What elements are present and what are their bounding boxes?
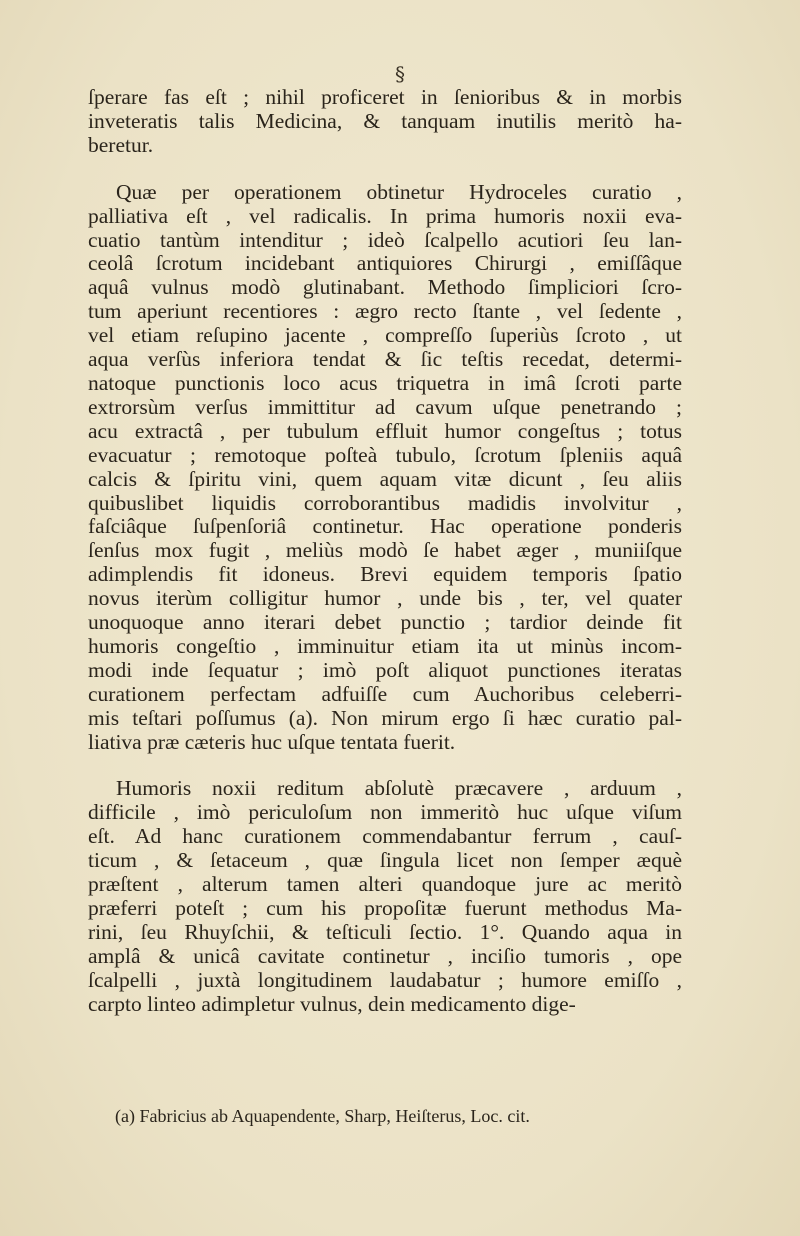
text-line: beretur. — [88, 132, 154, 157]
text-line: præferri poteſt ; cum his propoſitæ fuerunt methodus Ma- — [88, 896, 682, 920]
paragraph — [88, 181, 682, 755]
text-line: quibuslibet liquidis corroborantibus madidis involvitur , — [88, 490, 682, 515]
text-line: novus iterùm colligitur humor , unde bis , ter, vel quater — [88, 586, 682, 611]
text-line: faſciâque ſuſpenſoriâ continetur. Hac operatione ponderis — [88, 514, 682, 539]
text-line: cuatio tantùm intenditur ; ideò ſcalpello acutiori ſeu lan- — [88, 227, 682, 252]
text-line: amplâ & unicâ cavitate continetur , inciſio tumoris , ope — [88, 943, 682, 968]
text-line: Quæ per operationem obtinetur Hydroceles curatio , — [116, 179, 682, 204]
text-line: palliativa eſt , vel radicalis. In prima humoris noxii eva- — [88, 203, 682, 228]
text-line: ſcalpelli , juxtà longitudinem laudabatur ; humore emiſſo , — [88, 967, 682, 992]
text-line: unoquoque anno iterari debet punctio ; tardior deinde fit — [88, 610, 682, 635]
text-line: calcis & ſpiritu vini, quem aquam vitæ dicunt , ſeu aliis — [88, 466, 682, 491]
text-line: extrorsùm verſus immittitur ad cavum uſque penetrando ; — [88, 394, 682, 419]
text-line: acu extractâ , per tubulum effluit humor congeſtus ; totus — [88, 418, 682, 443]
text-line: rini, ſeu Rhuyſchii, & teſticuli ſectio. 1°. Quando aqua in — [88, 919, 682, 944]
text-line: inveteratis talis Medicina, & tanquam inutilis meritò ha- — [88, 108, 682, 133]
text-line: aqua verſùs inferiora tendat & ſic teſtis recedat, determi- — [88, 347, 682, 372]
text-line: ticum , & ſetaceum , quæ ſingula licet non ſemper æquè — [88, 848, 682, 873]
text-line: ceolâ ſcrotum incidebant antiquiores Chirurgi , emiſſâque — [88, 251, 682, 276]
text-line: curationem perfectam adfuiſſe cum Auchoribus celeberri- — [88, 681, 682, 706]
text-line: ſenſus mox fugit , meliùs modò ſe habet æger , muniiſque — [88, 538, 682, 563]
text-line: adimplendis fit idoneus. Brevi equidem temporis ſpatio — [88, 562, 682, 587]
text-line: natoque punctionis loco acus triquetra in imâ ſcroti parte — [88, 370, 682, 395]
paragraph — [88, 86, 682, 158]
text-line: ſperare fas eſt ; nihil proficeret in ſenioribus & in morbis — [88, 85, 682, 109]
text-line: aquâ vulnus modò glutinabant. Methodo ſimpliciori ſcro- — [88, 275, 682, 300]
text-line: vel etiam reſupino jacente , compreſſo ſuperiùs ſcroto , ut — [88, 323, 682, 348]
footnote: (a) Fabricius ab Aquapendente, Sharp, Heiſterus, Loc. cit. — [115, 1106, 530, 1126]
text-line: evacuatur ; remotoque poſteà tubulo, ſcrotum ſpleniis aquâ — [88, 442, 682, 467]
text-line: liativa præ cæteris huc uſque tentata fuerit. — [88, 729, 456, 754]
paragraph-gap — [88, 158, 682, 181]
text-line: eſt. Ad hanc curationem commendabantur ferrum , cauſ- — [88, 824, 682, 849]
text-line: modi inde ſequatur ; imò poſt aliquot punctiones iteratas — [88, 657, 682, 682]
paragraph-gap — [88, 754, 682, 777]
text-line: difficile , imò periculoſum non immeritò huc uſque viſum — [88, 800, 682, 825]
text-line: tum aperiunt recentiores : ægro recto ſtante , vel ſedente , — [88, 299, 682, 324]
text-line: mis teſtari poſſumus (a). Non mirum ergo ſi hæc curatio pal- — [88, 705, 682, 730]
paragraph — [88, 777, 682, 1016]
text-line: humoris congeſtio , imminuitur etiam ita ut minùs incom- — [88, 633, 682, 658]
body-text — [88, 86, 682, 1017]
signature-mark: § — [395, 62, 405, 86]
text-line: Humoris noxii reditum abſolutè præcavere , arduum , — [116, 776, 682, 801]
text-line: præſtent , alterum tamen alteri quandoque jure ac meritò — [88, 872, 682, 897]
text-line: carpto linteo adimpletur vulnus, dein medicamento dige- — [88, 991, 576, 1016]
